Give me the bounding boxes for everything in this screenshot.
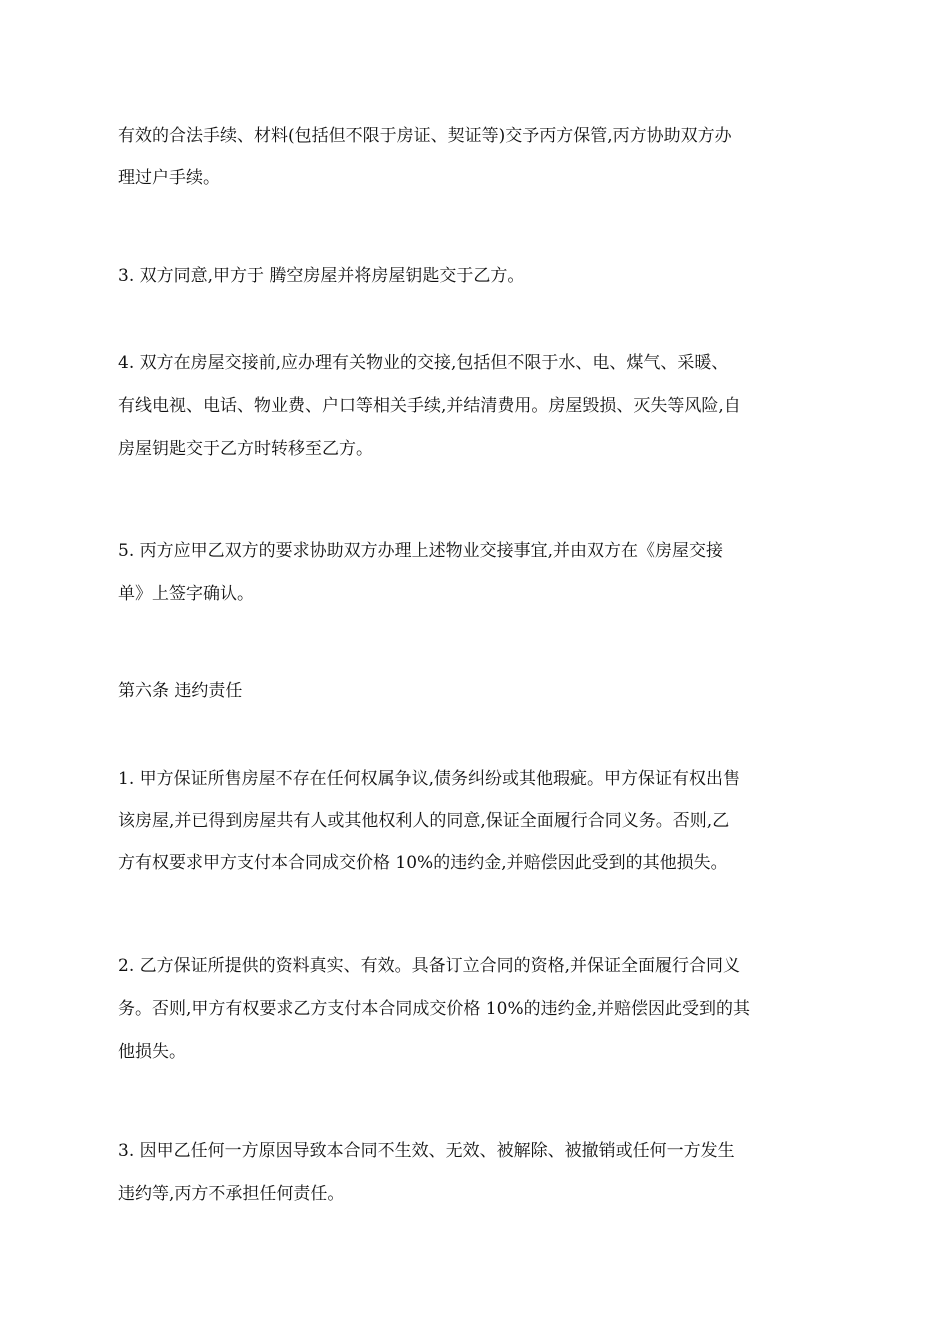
- text-line: 违约等,丙方不承担任何责任。: [118, 1184, 345, 1204]
- text-line: 房屋钥匙交于乙方时转移至乙方。: [118, 439, 373, 459]
- text-line: 4. 双方在房屋交接前,应办理有关物业的交接,包括但不限于水、电、煤气、采暖、: [118, 353, 729, 373]
- text-line: 务。否则,甲方有权要求乙方支付本合同成交价格 10%的违约金,并赔偿因此受到的其: [118, 999, 750, 1019]
- text-line: 有效的合法手续、材料(包括但不限于房证、契证等)交予丙方保管,丙方协助双方办: [118, 126, 732, 146]
- text-line: 5. 丙方应甲乙双方的要求协助双方办理上述物业交接事宜,并由双方在《房屋交接: [118, 541, 724, 561]
- text-line: 有线电视、电话、物业费、户口等相关手续,并结清费用。房屋毁损、灭失等风险,自: [118, 396, 741, 416]
- text-line: 该房屋,并已得到房屋共有人或其他权利人的同意,保证全面履行合同义务。否则,乙: [118, 811, 730, 831]
- text-line: 单》上签字确认。: [118, 584, 254, 604]
- text-line: 他损失。: [118, 1042, 186, 1062]
- text-line: 1. 甲方保证所售房屋不存在任何权属争议,债务纠纷或其他瑕疵。甲方保证有权出售: [118, 769, 741, 789]
- paragraph-clause-3: [118, 259, 838, 293]
- paragraph-article-6-clause-2: [118, 949, 838, 1069]
- text-line: 理过户手续。: [118, 168, 220, 188]
- text-line: 2. 乙方保证所提供的资料真实、有效。具备订立合同的资格,并保证全面履行合同义: [118, 956, 741, 976]
- section-heading: 第六条 违约责任: [118, 681, 243, 701]
- article-6-heading: [118, 674, 838, 708]
- paragraph-continuation: [118, 119, 838, 195]
- paragraph-article-6-clause-1: [118, 762, 838, 880]
- paragraph-article-6-clause-3: [118, 1134, 838, 1211]
- paragraph-clause-5: [118, 534, 838, 611]
- text-line: 3. 双方同意,甲方于 腾空房屋并将房屋钥匙交于乙方。: [118, 266, 525, 286]
- text-line: 3. 因甲乙任何一方原因导致本合同不生效、无效、被解除、被撤销或任何一方发生: [118, 1141, 735, 1161]
- paragraph-clause-4: [118, 346, 838, 466]
- text-line: 方有权要求甲方支付本合同成交价格 10%的违约金,并赔偿因此受到的其他损失。: [118, 853, 728, 873]
